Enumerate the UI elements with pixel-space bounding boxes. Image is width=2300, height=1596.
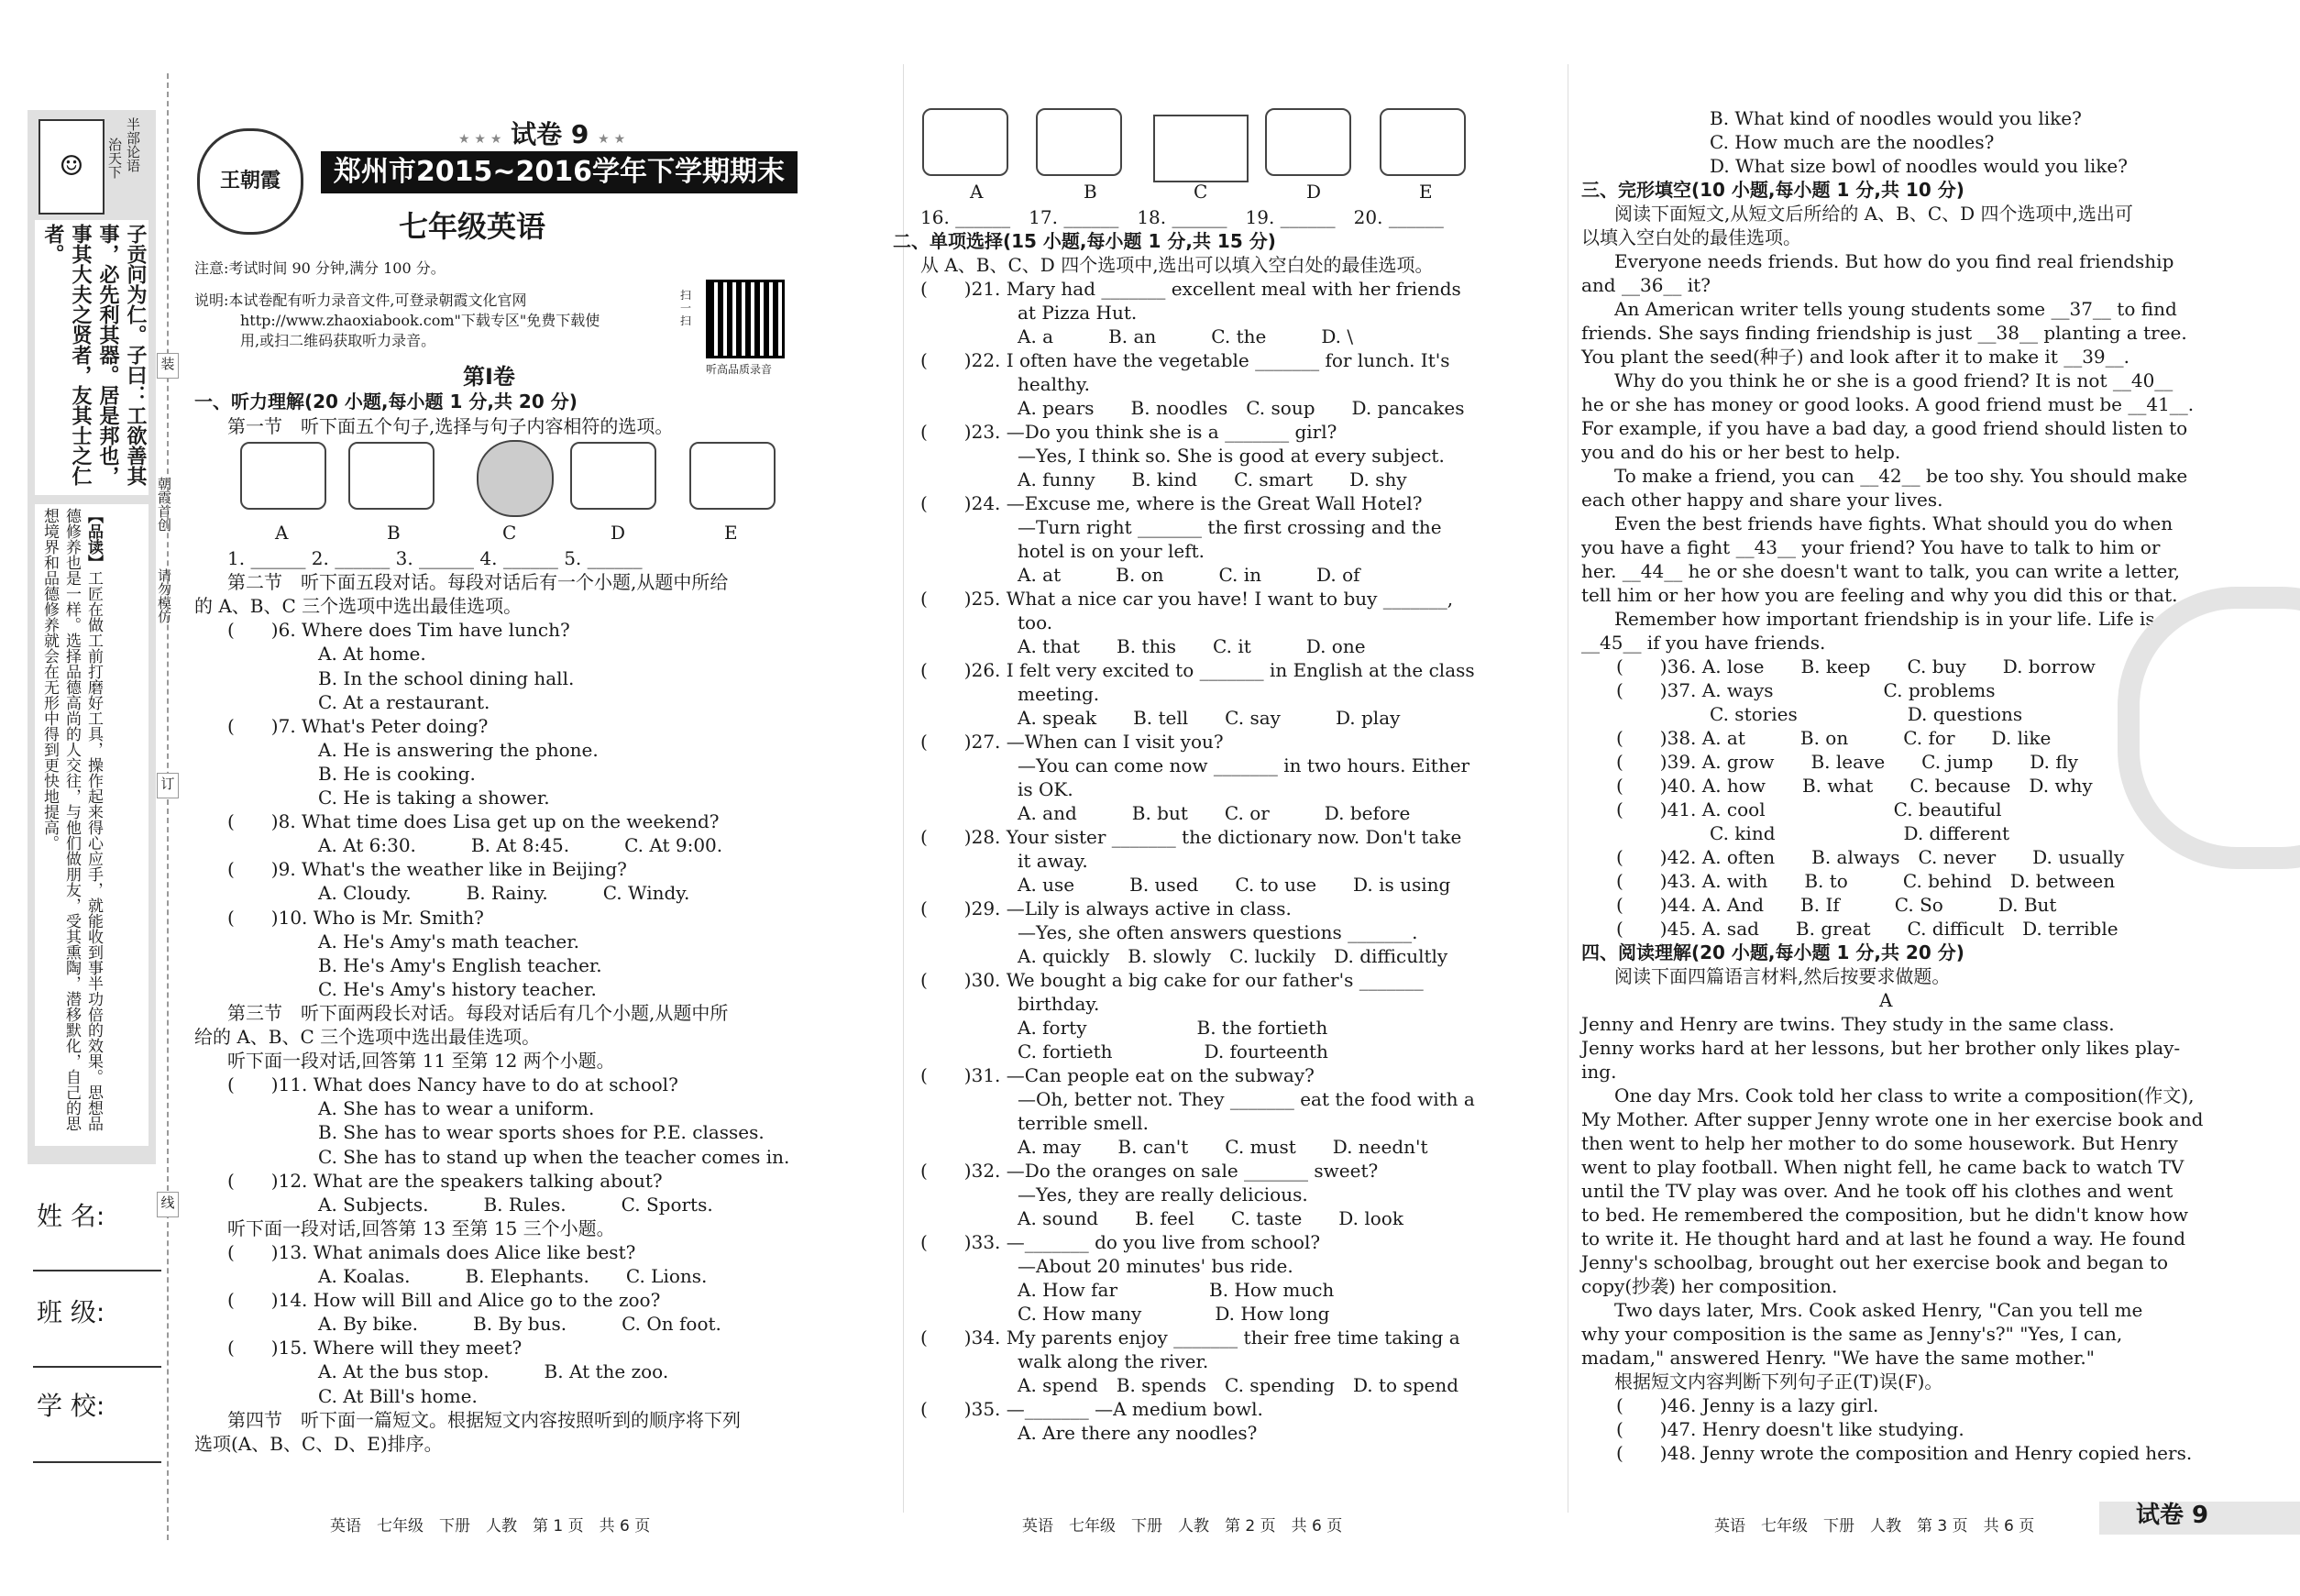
col1-line: 给的 A、B、C 三个选项中选出最佳选项。	[194, 1026, 541, 1048]
col1-line: C. At Bill's home.	[318, 1384, 478, 1407]
col2-line: ( )29. —Lily is always active in class.	[920, 897, 1292, 919]
name-line[interactable]	[33, 1270, 161, 1271]
exam-subtitle: 七年级英语	[398, 209, 545, 244]
col2-line: C. fortieth D. fourteenth	[1018, 1040, 1328, 1062]
col3-line: ( )40. A. how B. what C. because D. why	[1616, 775, 2093, 797]
seal-label-3: 线	[157, 1192, 179, 1217]
seal-label-2: 订	[157, 773, 179, 798]
col3-line: madam," answered Henry. "We have the same mother."	[1581, 1347, 2095, 1369]
exam-explain-2: http://www.zhaoxiabook.com"下载专区"免费下载使	[240, 312, 600, 329]
listening-picture-b2	[1036, 108, 1122, 176]
listening-picture-a2	[922, 108, 1008, 176]
picture-label-b: B	[387, 522, 401, 544]
col2-line: ( )28. Your sister _______ the dictionary now. Don't take	[920, 826, 1462, 848]
pindu-box	[35, 504, 149, 1146]
picture-label-e: E	[724, 522, 738, 544]
col1-line: ( )11. What does Nancy have to do at school?	[227, 1073, 678, 1096]
col3-line: went to play football. When night fell, he came back to watch TV	[1581, 1156, 2184, 1178]
col2-line: is OK.	[1018, 778, 1073, 800]
school-line[interactable]	[33, 1461, 161, 1463]
col2-line: ( )33. —_______ do you live from school?	[920, 1231, 1321, 1253]
col1-line: A. She has to wear a uniform.	[318, 1097, 595, 1120]
col3-line: B. What kind of noodles would you like?	[1710, 107, 2082, 129]
col3-line: to write it. He thought hard and at last he found a way. He found	[1581, 1227, 2185, 1249]
col3-line: 阅读下面短文,从短文后所给的 A、B、C、D 四个选项中,选出可	[1614, 203, 2133, 225]
pindu-title: 【品读】	[84, 508, 103, 570]
col1-line: A. He is answering the phone.	[318, 738, 599, 761]
paper-number-text: 试卷 9	[511, 119, 589, 149]
col2-line: A. Are there any noodles?	[1018, 1422, 1258, 1444]
col3-line: C. kind D. different	[1710, 822, 2010, 844]
quote-text: 子贡问为仁。子曰：工欲善其事，必先利其器。居是邦也，事其大夫之贤者，友其士之仁者。	[41, 224, 147, 486]
watermark-seal	[2118, 587, 2300, 869]
picture-label-c: C	[502, 522, 517, 544]
col3-line: and __36__ it?	[1581, 274, 1711, 296]
col3-line: ing.	[1581, 1061, 1617, 1083]
col2-line: —About 20 minutes' bus ride.	[1018, 1255, 1293, 1277]
col2-line: ( )26. I felt very excited to _______ in English at the class	[920, 659, 1475, 681]
col1-line: ( )10. Who is Mr. Smith?	[227, 906, 484, 929]
col3-line: My Mother. After supper Jenny wrote one in her exercise book and	[1581, 1108, 2204, 1130]
col2-line: A. a B. an C. the D. \	[1018, 325, 1354, 347]
col3-line: 三、完形填空(10 小题,每小题 1 分,共 10 分)	[1581, 179, 1964, 201]
col3-line: Remember how important friendship is in your life. Life is	[1614, 608, 2155, 630]
col1-line: 的 A、B、C 三个选项中选出最佳选项。	[194, 595, 523, 618]
col2-line: —Yes, she often answers questions _______.	[1018, 921, 1418, 943]
col1-line: ( )15. Where will they meet?	[227, 1337, 523, 1359]
col1-line: ( )6. Where does Tim have lunch?	[227, 619, 570, 642]
col2-line: A. sound B. feel C. taste D. look	[1018, 1207, 1403, 1229]
listening-picture-c2	[1153, 115, 1249, 182]
class-line[interactable]	[33, 1366, 161, 1368]
col3-line: For example, if you have a bad day, a good friend should listen to	[1581, 417, 2188, 439]
col1-line: 第二节 听下面五段对话。每段对话后有一个小题,从题中所给	[227, 571, 729, 594]
col2-line: A. How far B. How much	[1018, 1279, 1335, 1301]
col1-line: C. At a restaurant.	[318, 690, 490, 713]
col3-line: __45__ if you have friends.	[1581, 632, 1826, 654]
col3-line: copy(抄袭) her composition.	[1581, 1275, 1838, 1297]
col3-line: ( )47. Henry doesn't like studying.	[1616, 1418, 1964, 1440]
listening-picture-d2	[1265, 108, 1351, 176]
col3-line: ( )43. A. with B. to C. behind D. between	[1616, 870, 2116, 892]
col1-line: 第三节 听下面两段长对话。每段对话后有几个小题,从题中所	[227, 1001, 729, 1024]
col3-line: C. How much are the noodles?	[1710, 131, 1995, 153]
col3-line: ( )42. A. often B. always C. never D. usually	[1616, 846, 2125, 868]
col3-line: ( )46. Jenny is a lazy girl.	[1616, 1394, 1879, 1416]
col3-line: 根据短文内容判断下列句子正(T)误(F)。	[1614, 1370, 1943, 1392]
col2-line: terrible smell.	[1018, 1112, 1149, 1134]
col2-line: ( )23. —Do you think she is a _______ girl?	[920, 421, 1337, 443]
col2-line: A. use B. used C. to use D. is using	[1018, 874, 1451, 896]
col3-line: to bed. He remembered the composition, but he didn't know how	[1581, 1204, 2188, 1226]
qr-side-label: 扫一扫	[680, 289, 692, 327]
quote-header-text-2: 治天下	[106, 138, 123, 179]
col3-line: Jenny works hard at her lessons, but her brother only likes play-	[1581, 1037, 2181, 1059]
col2-line: it away.	[1018, 850, 1088, 872]
paper-number	[458, 115, 625, 151]
col3-line: Jenny and Henry are twins. They study in the same class.	[1581, 1013, 2115, 1035]
picture-label-col2: E	[1419, 181, 1433, 203]
col2-line: ( )25. What a nice car you have! I want to buy _______,	[920, 588, 1454, 610]
col1-line: B. He is cooking.	[318, 762, 476, 785]
quote-header: ☺	[39, 119, 105, 215]
col1-line: ( )9. What's the weather like in Beijing?	[227, 858, 627, 881]
col2-line: hotel is on your left.	[1018, 540, 1205, 562]
col2-line: ( )34. My parents enjoy _______ their free time taking a	[920, 1326, 1460, 1348]
col3-line: Why do you think he or she is a good friend? It is not __40__	[1614, 369, 2173, 391]
col3-line: ( )48. Jenny wrote the composition and Henry copied hers.	[1616, 1442, 2193, 1464]
col1-line: ( )13. What animals does Alice like best?	[227, 1240, 636, 1263]
binding-line	[167, 73, 169, 1540]
col2-line: A. and B. but C. or D. before	[1018, 802, 1411, 824]
col1-line: B. In the school dining hall.	[318, 666, 575, 689]
col2-line: A. at B. on C. in D. of	[1018, 564, 1360, 586]
col3-line: then went to help her mother to do some housework. But Henry	[1581, 1132, 2178, 1154]
col2-line: —Turn right _______ the first crossing and the	[1018, 516, 1442, 538]
col3-line: You plant the seed(种子) and look after it to make it __39__.	[1581, 346, 2130, 368]
col1-line: B. He's Amy's English teacher.	[318, 953, 602, 976]
qr-code[interactable]	[706, 280, 785, 358]
qr-caption: 听高品质录音	[706, 363, 773, 376]
col1-line: A. At 6:30. B. At 8:45. C. At 9:00.	[318, 834, 723, 857]
page-footer-1: 英语 七年级 下册 人教 第 1 页 共 6 页	[330, 1517, 651, 1535]
col2-line: ( )35. —_______ —A medium bowl.	[920, 1398, 1263, 1420]
col3-line: friends. She says finding friendship is just __38__ planting a tree.	[1581, 322, 2187, 344]
exam-title: 郑州市2015~2016学年下学期期末考试试题	[321, 151, 798, 193]
listening-picture-d	[570, 442, 656, 510]
footer-badge-text: 试卷 9	[2136, 1502, 2209, 1529]
col1-line: ( )8. What time does Lisa get up on the weekend?	[227, 810, 720, 833]
col3-line: you and do his or her best to help.	[1581, 441, 1901, 463]
section-heading: 一、听力理解(20 小题,每小题 1 分,共 20 分)	[194, 391, 578, 413]
col1-line: A. At home.	[318, 643, 426, 666]
exam-explain-3: 用,或扫二维码获取听力录音。	[240, 332, 436, 349]
star-icon: ★ ★	[598, 132, 626, 147]
col2-line: meeting.	[1018, 683, 1100, 705]
col1-line: A. He's Amy's math teacher.	[318, 930, 579, 952]
col1-line: 听下面一段对话,回答第 13 至第 15 三个小题。	[227, 1216, 615, 1239]
col3-line: ( )41. A. cool C. beautiful	[1616, 798, 2002, 820]
col3-line: An American writer tells young students some __37__ to find	[1614, 298, 2177, 320]
col1-line: 选项(A、B、C、D、E)排序。	[194, 1432, 443, 1455]
col2-line: at Pizza Hut.	[1018, 302, 1138, 324]
col2-line: A. may B. can't C. must D. needn't	[1018, 1136, 1428, 1158]
col2-line: ( )21. Mary had _______ excellent meal with her friends	[920, 278, 1461, 300]
pindu-text: 工匠在做工前打磨好工具，操作起来得心应手，就能收到事半功倍的效果。思想品德修养也是一样。选择品德高尚的人交往，与他们做朋友，受其熏陶，潜移默化，自己的思想境界和品德修养就会在无形中得到更快地提高。	[40, 508, 103, 1131]
col3-line: ( )38. A. at B. on C. for D. like	[1616, 727, 2052, 749]
col2-line: A. funny B. kind C. smart D. shy	[1018, 468, 1407, 490]
col1-line: A. Cloudy. B. Rainy. C. Windy.	[318, 882, 690, 905]
picture-label-d: D	[611, 522, 626, 544]
page-footer-2: 英语 七年级 下册 人教 第 2 页 共 6 页	[1022, 1517, 1343, 1535]
col1-line: 听下面一段对话,回答第 11 至第 12 两个小题。	[227, 1050, 615, 1073]
col3-line: ( )36. A. lose B. keep C. buy D. borrow	[1616, 655, 2096, 677]
col2-line: C. How many D. How long	[1018, 1303, 1330, 1325]
exam-explain-1: 说明:本试卷配有听力录音文件,可登录朝霞文化官网	[194, 292, 527, 309]
col1-line: C. He's Amy's history teacher.	[318, 977, 597, 1000]
col3-line: ( )45. A. sad B. great C. difficult D. terrible	[1616, 918, 2118, 940]
school-label: 学 校:	[37, 1391, 105, 1421]
class-label: 班 级:	[37, 1297, 105, 1327]
col3-line: A	[1879, 989, 1893, 1011]
col1-line: A. Subjects. B. Rules. C. Sports.	[318, 1193, 713, 1216]
col3-line: Jenny's schoolbag, brought out her exercise book and began to	[1581, 1251, 2168, 1273]
col2-line: A. forty B. the fortieth	[1018, 1017, 1328, 1039]
column-divider	[903, 64, 904, 1513]
col3-line: Even the best friends have fights. What should you do when	[1614, 512, 2173, 534]
col3-line: C. stories D. questions	[1710, 703, 2023, 725]
col2-line: —Yes, they are really delicious.	[1018, 1183, 1308, 1205]
col2-line: walk along the river.	[1018, 1350, 1209, 1372]
col3-line: ( )44. A. And B. If C. So D. But	[1616, 894, 2057, 916]
instruction-text: 第一节 听下面五个句子,选择与句子内容相符的选项。	[227, 415, 674, 437]
col3-line: To make a friend, you can __42__ be too shy. You should make	[1614, 465, 2188, 487]
part-one-heading: 第Ⅰ卷	[463, 364, 515, 390]
col2-line: 从 A、B、C、D 四个选项中,选出可以填入空白处的最佳选项。	[920, 254, 1434, 276]
col3-line: until the TV play was over. And he took off his clothes and went	[1581, 1180, 2173, 1202]
col2-line: ( )24. —Excuse me, where is the Great Wall Hotel?	[920, 492, 1423, 514]
col2-line: ( )30. We bought a big cake for our father's _______	[920, 969, 1424, 991]
picture-label-col2: C	[1194, 181, 1208, 203]
copyright-note-2: 请勿模仿	[156, 568, 172, 623]
col2-line: —You can come now _______ in two hours. Either	[1018, 754, 1470, 776]
col1-line: A. Koalas. B. Elephants. C. Lions.	[318, 1265, 708, 1287]
col1-line: A. By bike. B. By bus. C. On foot.	[318, 1313, 721, 1336]
col3-line: Two days later, Mrs. Cook asked Henry, "Can you tell me	[1614, 1299, 2143, 1321]
col2-line: healthy.	[1018, 373, 1090, 395]
listening-picture-a	[240, 442, 326, 510]
col3-line: her. __44__ he or she doesn't want to talk, you can write a letter,	[1581, 560, 2181, 582]
col2-line: too.	[1018, 611, 1053, 633]
listening-picture-b	[348, 442, 435, 510]
quote-header-text-1: 半部论语	[125, 117, 141, 172]
col2-line: —Yes, I think so. She is good at every subject.	[1018, 445, 1445, 467]
col2-line: ( )27. —When can I visit you?	[920, 731, 1224, 753]
col3-line: each other happy and share your lives.	[1581, 489, 1943, 511]
exam-note: 注意:考试时间 90 分钟,满分 100 分。	[194, 259, 446, 277]
listening-picture-e	[689, 442, 776, 510]
picture-label-a: A	[275, 522, 289, 544]
star-icon: ★ ★ ★	[458, 132, 502, 147]
listening-picture-e2	[1380, 108, 1466, 176]
publisher-logo: 王朝霞	[197, 128, 303, 235]
col1-line: C. He is taking a shower.	[318, 787, 550, 809]
col3-line: One day Mrs. Cook told her class to write a composition(作文),	[1614, 1084, 2195, 1106]
col3-line: why your composition is the same as Jenny's?" "Yes, I can,	[1581, 1323, 2123, 1345]
col3-line: ( )39. A. grow B. leave C. jump D. fly	[1616, 751, 2078, 773]
col3-line: 以填入空白处的最佳选项。	[1581, 226, 1801, 248]
col2-line: A. pears B. noodles C. soup D. pancakes	[1018, 397, 1465, 419]
seal-label-1: 装	[157, 353, 179, 379]
copyright-note-1: 朝霞首创	[156, 477, 172, 532]
quote-box	[35, 220, 149, 495]
col2-line: —Oh, better not. They _______ eat the food with a	[1018, 1088, 1475, 1110]
col3-line: he or she has money or good looks. A good friend must be __41__.	[1581, 393, 2195, 415]
name-label: 姓 名:	[37, 1201, 105, 1231]
picture-label-col2: A	[970, 181, 984, 203]
listening-picture-c	[477, 440, 554, 517]
col3-line: you have a fight __43__ your friend? You have to talk to him or	[1581, 536, 2161, 558]
col1-line: ( )12. What are the speakers talking about?	[227, 1169, 663, 1192]
col2-line: A. speak B. tell C. say D. play	[1018, 707, 1401, 729]
col1-line: 1. ______ 2. ______ 3. ______ 4. ______ 5. ______	[227, 547, 643, 569]
col1-line: C. She has to stand up when the teacher comes in.	[318, 1145, 790, 1168]
col2-line: A. spend B. spends C. spending D. to spend	[1018, 1374, 1459, 1396]
col2-line: A. quickly B. slowly C. luckily D. difficultly	[1018, 945, 1448, 967]
col3-line: tell him or her how you are feeling and why you did this or that.	[1581, 584, 2178, 606]
col2-line: ( )32. —Do the oranges on sale _______ sweet?	[920, 1160, 1379, 1182]
col1-line: 第四节 听下面一篇短文。根据短文内容按照听到的顺序将下列	[227, 1408, 741, 1431]
col2-line: 16. ______ 17. ______ 18. ______ 19. ______ 20. ______	[920, 206, 1444, 228]
col2-line: ( )31. —Can people eat on the subway?	[920, 1064, 1315, 1086]
col1-line: ( )7. What's Peter doing?	[227, 714, 489, 737]
col1-line: A. At the bus stop. B. At the zoo.	[318, 1360, 669, 1383]
col1-line: ( )14. How will Bill and Alice go to the zoo?	[227, 1289, 661, 1312]
col3-line: 四、阅读理解(20 小题,每小题 1 分,共 20 分)	[1581, 941, 1964, 963]
col3-line: Everyone needs friends. But how do you find real friendship	[1614, 250, 2174, 272]
col3-line: 阅读下面四篇语言材料,然后按要求做题。	[1614, 965, 1951, 987]
picture-label-col2: B	[1084, 181, 1097, 203]
col3-line: D. What size bowl of noodles would you like?	[1710, 155, 2128, 177]
picture-label-col2: D	[1306, 181, 1322, 203]
page-footer-3: 英语 七年级 下册 人教 第 3 页 共 6 页	[1714, 1517, 2035, 1535]
col2-line: 二、单项选择(15 小题,每小题 1 分,共 15 分)	[893, 230, 1276, 252]
col1-line: B. She has to wear sports shoes for P.E. classes.	[318, 1121, 765, 1144]
col3-line: ( )37. A. ways C. problems	[1616, 679, 1996, 701]
col2-line: ( )22. I often have the vegetable _______ for lunch. It's	[920, 349, 1450, 371]
col2-line: birthday.	[1018, 993, 1100, 1015]
col2-line: A. that B. this C. it D. one	[1018, 635, 1366, 657]
